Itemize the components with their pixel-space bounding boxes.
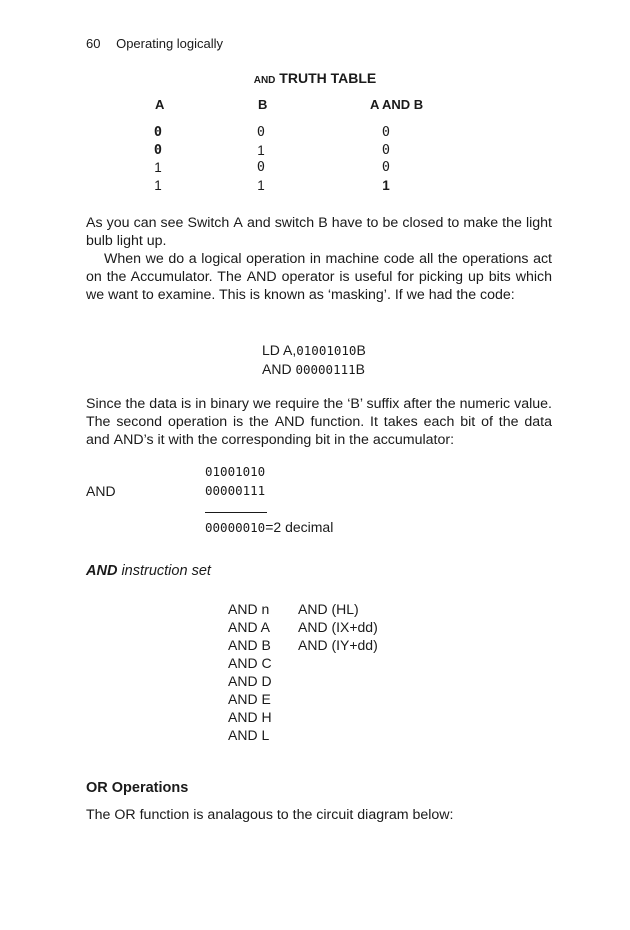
code-example: [262, 341, 366, 379]
truth-table-header-a: A: [155, 97, 165, 112]
paragraph-or-function: The OR function is analagous to the circuit diagram below:: [86, 807, 454, 823]
instruction-item: AND (HL): [298, 601, 359, 617]
truth-table-cell: 0: [153, 124, 163, 140]
truth-table-title: and TRUTH TABLE: [253, 70, 377, 86]
instruction-list-right: [298, 600, 378, 654]
truth-table-cell: 0: [381, 159, 391, 175]
truth-table-cell: 1: [257, 142, 265, 158]
truth-table-cell: 1: [154, 177, 162, 193]
truth-table-column-a: [148, 124, 168, 194]
truth-table-cell: 0: [381, 141, 391, 158]
instruction-item: AND E: [228, 691, 271, 707]
instruction-item: AND n: [228, 601, 270, 617]
paragraph-masking: When we do a logical operation in machine code all the operations act on the Accumulator. The AND operator is useful for picking up bits which we want to examine. This is known as ‘masking’. If we had the code:: [86, 251, 552, 303]
running-header: [86, 36, 223, 51]
truth-table-header-b: B: [258, 97, 268, 112]
instruction-item: AND B: [228, 637, 271, 653]
truth-table-cell: 0: [153, 141, 163, 158]
instruction-item: AND C: [228, 655, 272, 671]
truth-table-header-result: A AND B: [370, 97, 424, 112]
truth-table-cell: 1: [257, 177, 265, 193]
page-number: 60: [86, 36, 101, 51]
instruction-item: AND H: [228, 709, 272, 725]
running-title: Operating logically: [116, 36, 224, 51]
truth-table-cell: 1: [154, 160, 162, 175]
instruction-item: AND (IY+dd): [298, 637, 378, 653]
paragraph-switches: As you can see Switch A and switch B have to be closed to make the light bulb light up.: [86, 215, 552, 249]
truth-table-cell: 0: [381, 124, 391, 140]
truth-table-cell: 1: [382, 177, 390, 193]
paragraph-suffix: Since the data is in binary we require the ‘B’ suffix after the numeric value. The second operation is the AND function. It takes each bit of the data and AND’s it with the corresponding bit in the accumulator:: [86, 396, 553, 448]
instruction-item: AND D: [228, 673, 272, 689]
instruction-item: AND A: [228, 619, 271, 635]
calc-operand-1: 01001010: [205, 464, 266, 479]
instruction-list-left: [228, 600, 272, 744]
body-text-block-1: [86, 214, 552, 304]
truth-table-cell: 0: [256, 124, 266, 140]
truth-table-cell: 0: [256, 159, 266, 175]
instruction-item: AND (IX+dd): [298, 619, 378, 635]
instruction-item: AND L: [228, 727, 270, 743]
calc-divider: [205, 512, 267, 513]
code-line-and: AND 00000111B: [262, 361, 366, 377]
code-line-ld: LD A,01001010B: [262, 342, 366, 358]
calc-operator: AND: [86, 483, 116, 499]
or-section-heading: OR Operations: [86, 780, 189, 796]
truth-table-column-b: [251, 124, 271, 194]
calc-result: 00000010=2 decimal: [205, 519, 334, 535]
truth-table-column-result: [376, 124, 396, 194]
instruction-set-heading: AND instruction set: [86, 563, 211, 579]
calc-operand-2: 00000111: [205, 483, 266, 498]
